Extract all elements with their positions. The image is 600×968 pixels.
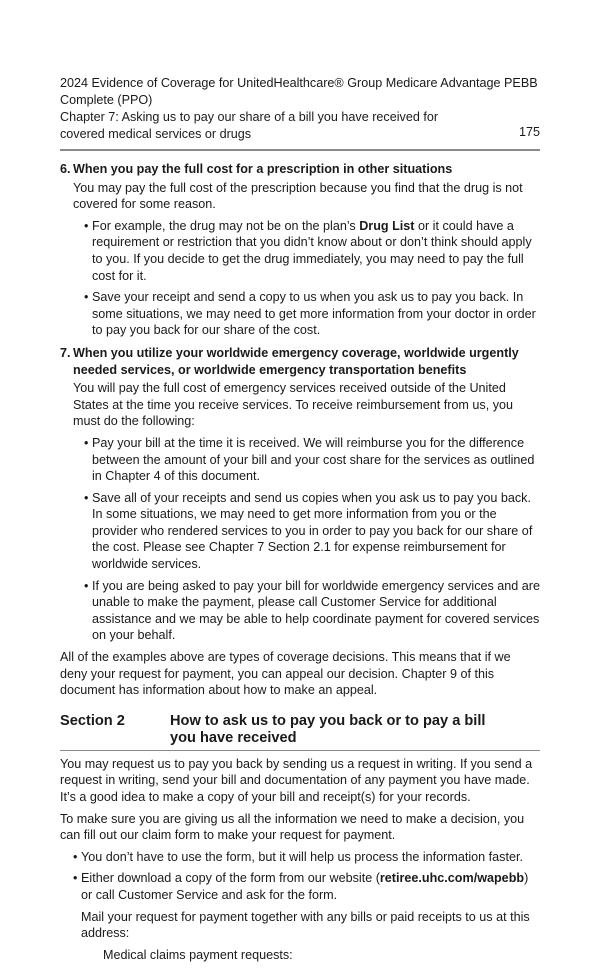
item-heading-text: When you pay the full cost for a prescription in other situations (73, 162, 453, 176)
item-number: 6. (60, 162, 71, 176)
text: If you are being asked to pay your bill for worldwide emergency services and are unable to make the payment, please call Customer Service for additional assistance and we may be able to help coordinate payment for covered services on your behalf. (92, 578, 541, 643)
header-chapter: Chapter 7: Asking us to pay our share of a bill you have received for covered medical services or drugs (60, 110, 439, 141)
list-item (84, 435, 540, 485)
item6-heading (60, 161, 540, 178)
list-item (84, 490, 540, 573)
bullet-icon: • (84, 490, 89, 505)
item7-heading (60, 345, 540, 378)
item7-intro: You will pay the full cost of emergency services received outside of the United States at the time you receive services. To receive reimbursement from us, you must do the following: (73, 381, 514, 429)
page-number: 175 (518, 125, 540, 139)
bullet-icon: • (84, 435, 89, 450)
bullet-icon: • (73, 849, 78, 864)
section-heading (60, 713, 540, 751)
text: Save your receipt and send a copy to us when you ask us to pay you back. In some situations, we may need to get more information from your doctor in order to pay you back for our share of the cost. (92, 290, 536, 338)
section2-para2: To make sure you are giving us all the information we need to make a decision, you can fill out our claim form to make your request for payment. (60, 811, 525, 843)
document-page (60, 75, 540, 968)
header-title: 2024 Evidence of Coverage for UnitedHealthcare® Group Medicare Advantage PEBB Complete (PPO) (60, 76, 538, 107)
bullet-icon: • (84, 578, 89, 593)
text: Either download a copy of the form from our website ( (81, 871, 380, 886)
section-label: Section 2 (60, 712, 125, 729)
section2-para1: You may request us to pay you back by sending us a request in writing. If you send a request in writing, send your bill and documentation of any payment you have made. It’s a good idea to make a copy of your bill and receipt(s) for your records. (60, 756, 533, 804)
bullet-icon: • (84, 290, 89, 305)
text: For example, the drug may not be on the plan’s (92, 218, 360, 233)
drug-list-term: Drug List (359, 218, 415, 233)
list-item (84, 289, 540, 339)
item-number: 7. (60, 345, 71, 360)
list-item (73, 849, 540, 866)
mail-instruction: Mail your request for payment together with any bills or paid receipts to us at this address: (81, 909, 530, 941)
page-header (60, 75, 540, 151)
list-item (84, 218, 540, 284)
summary-paragraph: All of the examples above are types of coverage decisions. This means that if we deny your request for payment, you can appeal our decision. Chapter 9 of this document has information about how to make an appeal. (60, 650, 511, 698)
item-heading-text: When you utilize your worldwide emergency coverage, worldwide urgently needed services, or worldwide emergency transportation benefits (73, 345, 519, 377)
text: ) or call Customer Service and ask for the form. (81, 871, 529, 902)
item6-intro: You may pay the full cost of the prescription because you find that the drug is not covered for some reason. (73, 180, 523, 212)
list-item (84, 578, 540, 644)
medical-claims-label: Medical claims payment requests: (103, 947, 293, 962)
text: You don’t have to use the form, but it will help us process the information faster. (81, 849, 523, 864)
bullet-icon: • (84, 218, 89, 233)
text: or it could have a requirement or restriction that you didn’t know about or don’t think should apply to you. If you decide to get the drug immediately, you may need to pay the full cost for it. (92, 218, 532, 283)
website-link[interactable]: retiree.uhc.com/wapebb (379, 871, 525, 886)
text: Save all of your receipts and send us copies when you ask us to pay you back. In some situations, we may need to get more information from you or the provider who rendered services to you in order to pay you back for our share of the cost. Please see Chapter 7 Section 2.1 for expense reimbursement for worldwide services. (92, 490, 533, 572)
list-item (73, 870, 540, 903)
section-title: How to ask us to pay you back or to pay a bill you have received (170, 712, 486, 746)
text: Pay your bill at the time it is received. We will reimburse you for the difference between the amount of your bill and your cost share for the services as outlined in Chapter 4 of this document. (92, 435, 535, 484)
bullet-icon: • (73, 871, 78, 886)
